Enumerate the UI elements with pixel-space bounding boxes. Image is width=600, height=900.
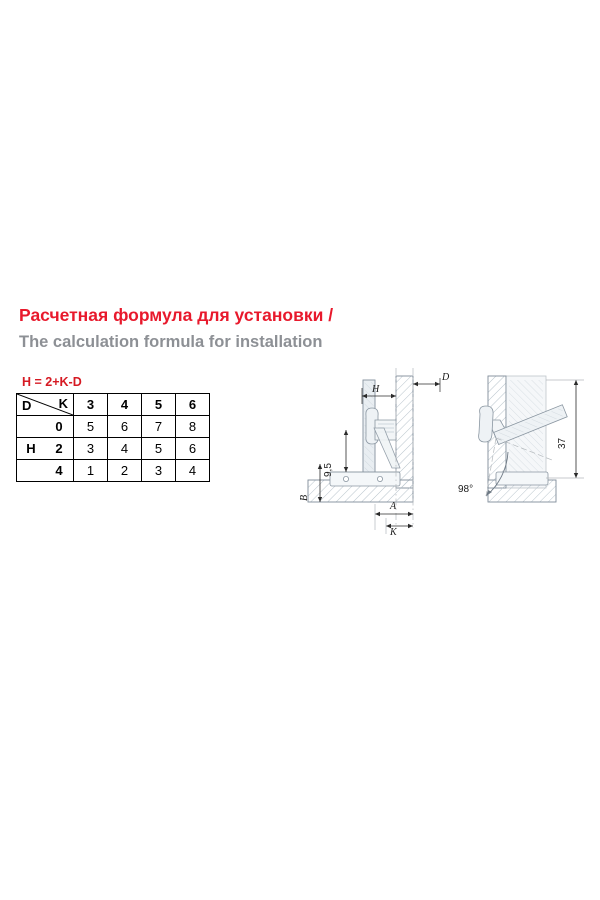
cell-0-3: 8 [176, 416, 210, 438]
col-header-0: 3 [74, 394, 108, 416]
cell-1-1: 4 [108, 438, 142, 460]
col-header-3: 6 [176, 394, 210, 416]
hinge-installation-diagram [300, 368, 590, 588]
calculation-table [16, 393, 210, 482]
table-row [17, 416, 210, 438]
dim-label-a: A [390, 501, 397, 512]
cell-0-0: 5 [74, 416, 108, 438]
row-header-0: 0 [45, 416, 74, 438]
page-title-en: The calculation formula for installation [19, 333, 323, 351]
row-header-2: 4 [45, 460, 74, 482]
cell-2-1: 2 [108, 460, 142, 482]
row-side-label-h: H [17, 438, 46, 460]
cell-1-2: 5 [142, 438, 176, 460]
cell-2-3: 4 [176, 460, 210, 482]
dim-label-9-5: 9,5 [323, 463, 334, 477]
table-row [17, 394, 210, 416]
cell-1-3: 6 [176, 438, 210, 460]
corner-label-k: K [58, 396, 68, 411]
row-side-label-blank-1 [17, 460, 46, 482]
cell-2-0: 1 [74, 460, 108, 482]
hinge-diagram-svg [300, 368, 590, 588]
cell-1-0: 3 [74, 438, 108, 460]
table-row [17, 438, 210, 460]
dim-label-37: 37 [557, 437, 568, 449]
table-row [17, 460, 210, 482]
dim-label-h: H [372, 384, 380, 395]
corner-label-d: D [22, 398, 32, 413]
dim-label-k: K [390, 527, 397, 538]
dim-label-angle: 98° [458, 484, 474, 495]
table-corner-cell [17, 394, 74, 416]
page-title-ru: Расчетная формула для установки / [19, 305, 334, 325]
dim-label-b: B [299, 494, 310, 501]
cell-0-1: 6 [108, 416, 142, 438]
formula-text: H = 2+K-D [22, 375, 82, 389]
row-side-label-blank-0 [17, 416, 46, 438]
dim-label-d: D [442, 372, 450, 383]
col-header-2: 5 [142, 394, 176, 416]
cell-0-2: 7 [142, 416, 176, 438]
row-header-1: 2 [45, 438, 74, 460]
col-header-1: 4 [108, 394, 142, 416]
cell-2-2: 3 [142, 460, 176, 482]
